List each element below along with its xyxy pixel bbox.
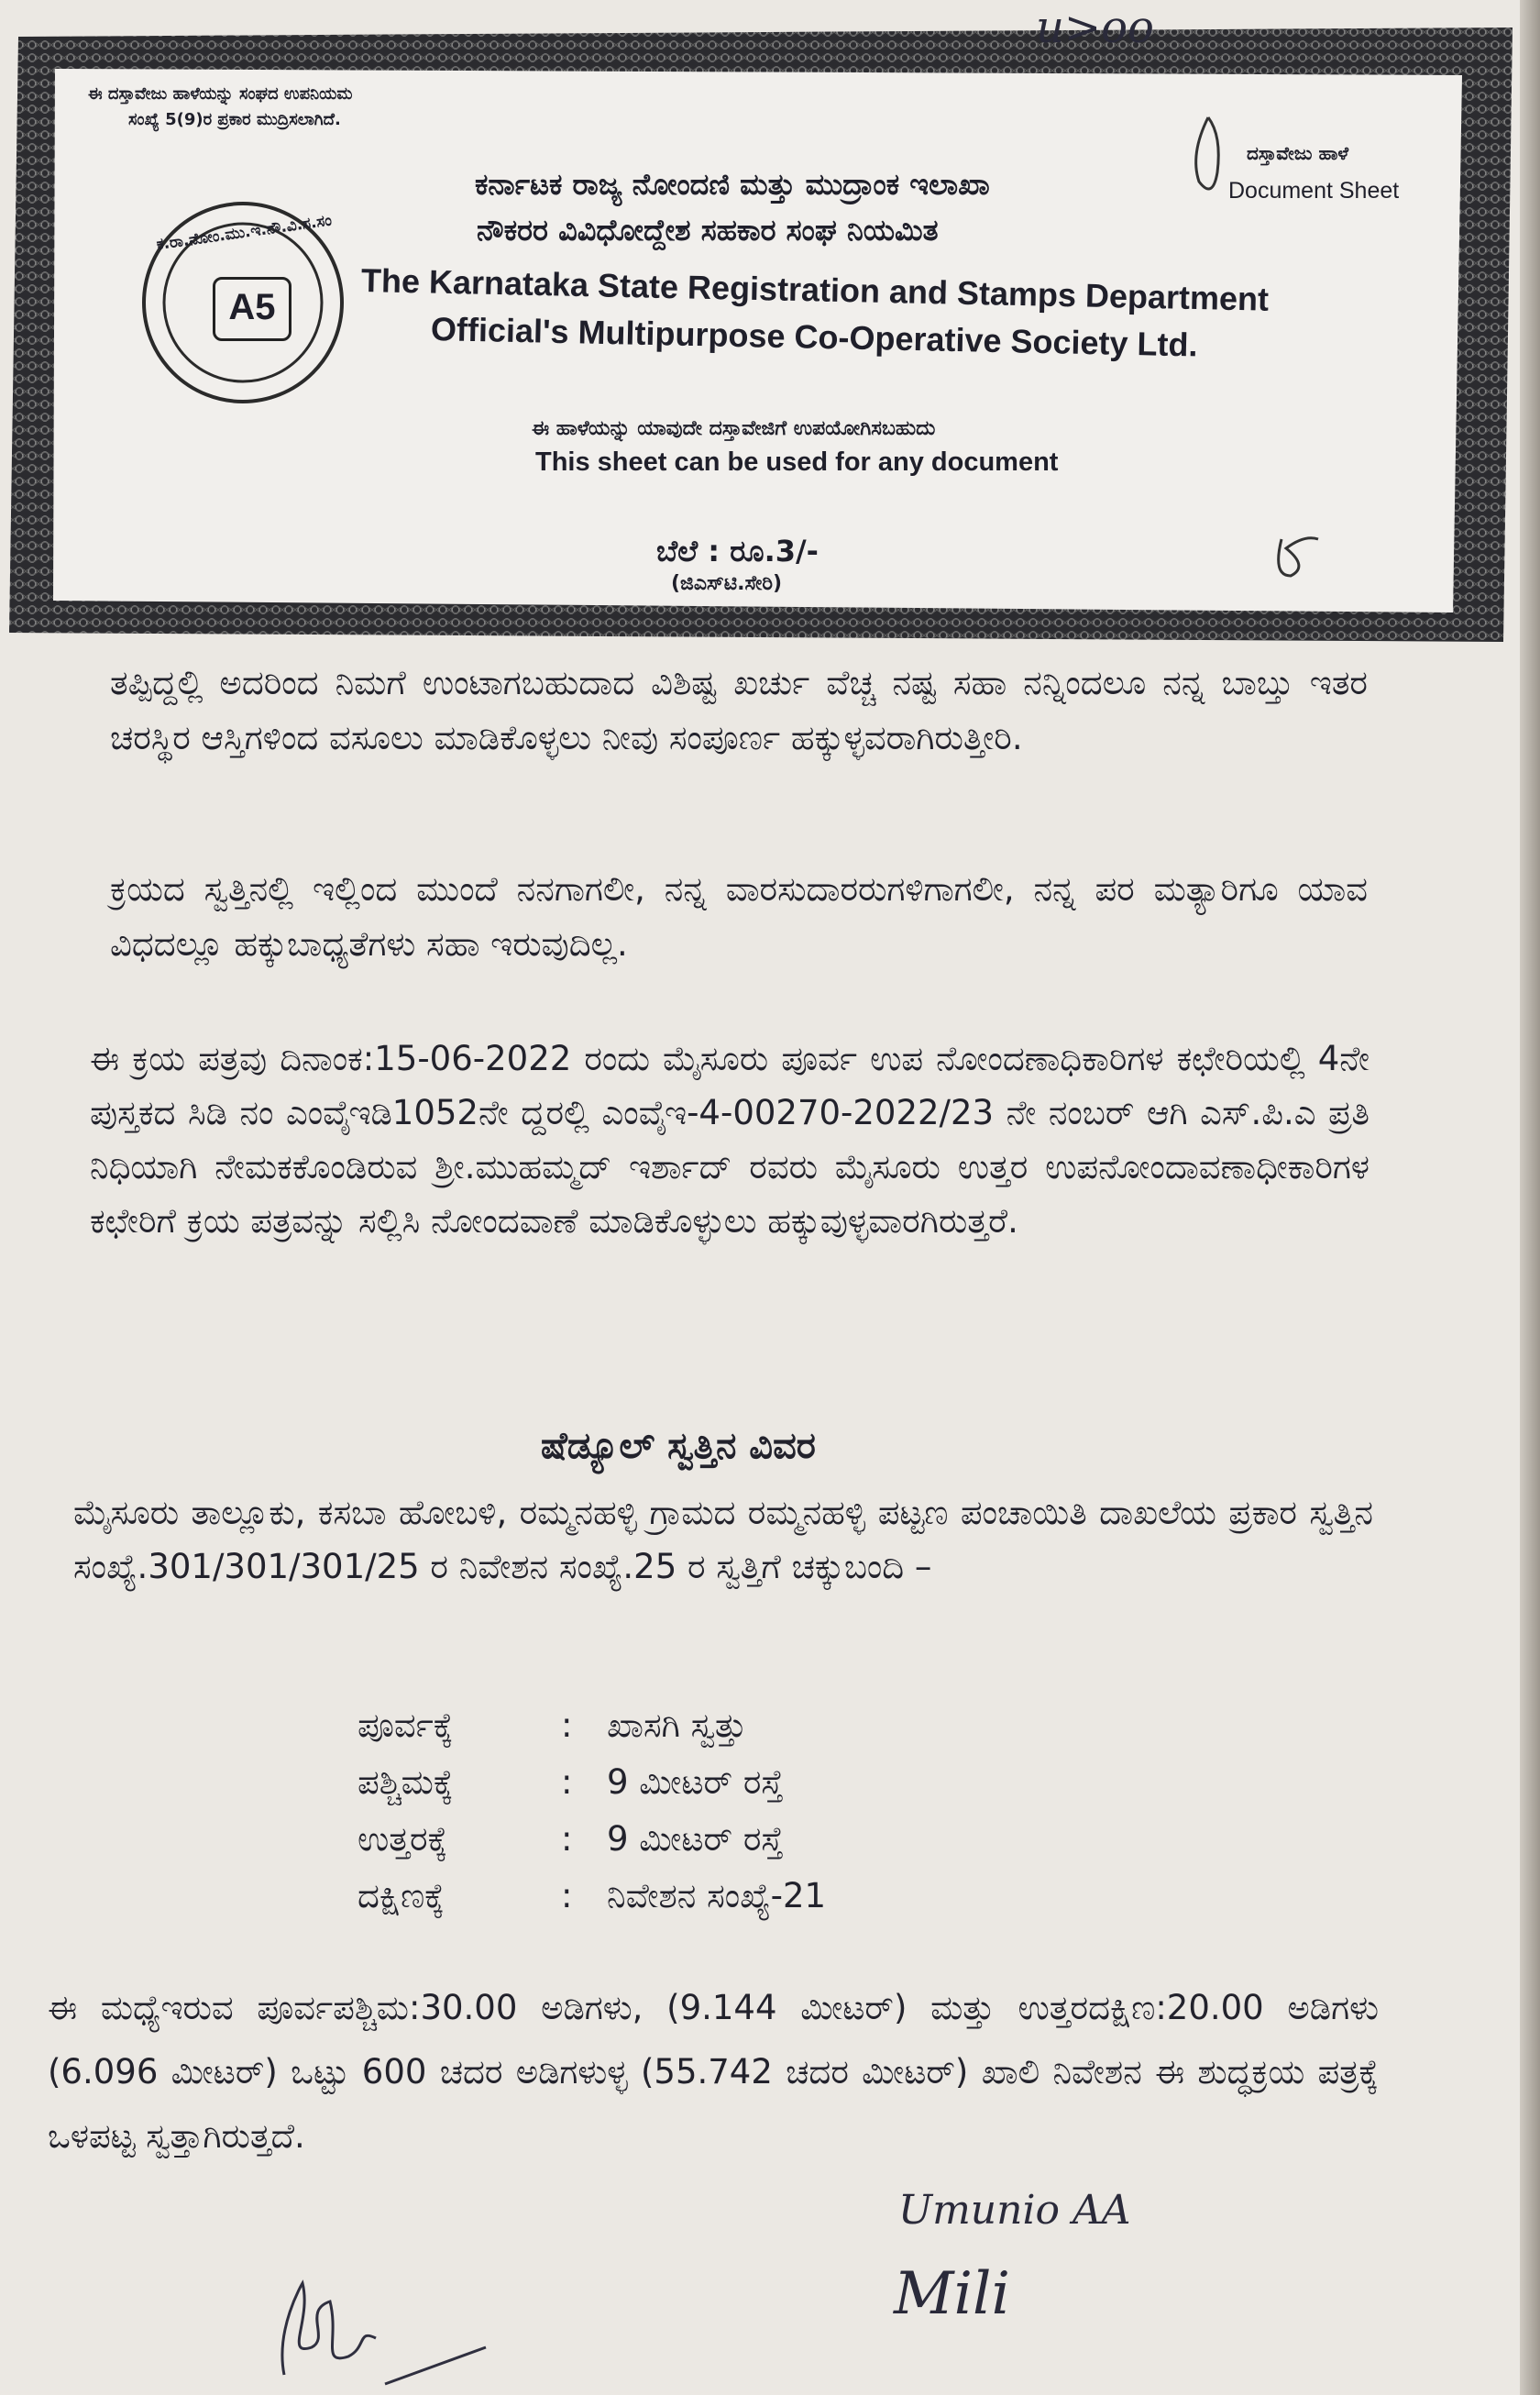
- department-name-english: The Karnataka State Registration and Stamps Department: [360, 261, 1270, 318]
- boundary-separator: :: [561, 1762, 573, 1802]
- bylaw-note-line2: ಸಂಖ್ಯೆ 5(9)ರ ಪ್ರಕಾರ ಮುದ್ರಿಸಲಾಗಿದೆ.: [128, 110, 341, 129]
- society-name-english: Official's Multipurpose Co-Operative Society Ltd.: [430, 310, 1198, 364]
- paragraph-dimensions: ಈ ಮಧ್ಯೆಇರುವ ಪೂರ್ವಪಶ್ಚಿಮ:30.00 ಅಡಿಗಳು, (9.144 ಮೀಟರ್) ಮತ್ತು ಉತ್ತರದಕ್ಷಿಣ:20.00 ಅಡಿಗಳು (6.096 ಮೀಟರ್) ಒಟ್ಟು 600 ಚದರ ಅಡಿಗಳುಳ್ಳ (55.742 ಚದರ ಮೀಟರ್) ಖಾಲಿ ನಿವೇಶನ ಈ ಶುದ್ಧಕ್ರಯ ಪತ್ರಕ್ಕೆ ಒಳಪಟ್ಟ ಸ್ವತ್ತಾಗಿರುತ್ತದೆ.: [48, 1988, 1379, 2156]
- usage-note-kannada: ಈ ಹಾಳೆಯನ್ನು ಯಾವುದೇ ದಸ್ತಾವೇಜಿಗೆ ಉಪಯೋಗಿಸಬಹುದು: [532, 417, 936, 440]
- boundary-separator: :: [561, 1819, 573, 1859]
- paragraph-no-rights: ಕ್ರಯದ ಸ್ವತ್ತಿನಲ್ಲಿ ಇಲ್ಲಿಂದ ಮುಂದೆ ನನಗಾಗಲೀ, ನನ್ನ ವಾರಸುದಾರರುಗಳಿಗಾಗಲೀ, ನನ್ನ ಪರ ಮತ್ಯಾರಿಗೂ ಯಾವ ವಿಧದಲ್ಲೂ ಹಕ್ಕುಬಾಧ್ಯತೆಗಳು ಸಹಾ ಇರುವುದಿಲ್ಲ.: [110, 869, 1368, 964]
- boundary-value: ನಿವೇಶನ ಸಂಖ್ಯೆ-21: [607, 1876, 827, 1915]
- schedule-heading: ಷೆಡ್ಯೂಲ್ ಸ್ವತ್ತಿನ ವಿವರ: [541, 1425, 816, 1467]
- boundary-separator: :: [561, 1876, 573, 1915]
- paragraph-registration: ಈ ಕ್ರಯ ಪತ್ರವು ದಿನಾಂಕ:15-06-2022 ರಂದು ಮೈಸೂರು ಪೂರ್ವ ಉಪ ನೋಂದಣಾಧಿಕಾರಿಗಳ ಕಛೇರಿಯಲ್ಲಿ 4ನೇ ಪುಸ್ತಕದ ಸಿಡಿ ನಂ ಎಂವೈಇಡಿ1052ನೇ ದ್ದರಲ್ಲಿ ಎಂವೈಇ-4-00270-2022/23 ನೇ ನಂಬರ್ ಆಗಿ ಎಸ್.ಪಿ.ಎ ಪ್ರತಿ ನಿಧಿಯಾಗಿ ನೇಮಕಕೊಂಡಿರುವ ಶ್ರೀ.ಮುಹಮ್ಮದ್ ಇರ್ಶಾದ್ ರವರು ಮೈಸೂರು ಉತ್ತರ ಉಪನೋಂದಾವಣಾಧೀಕಾರಿಗಳ ಕಛೇರಿಗೆ ಕ್ರಯ ಪತ್ರವನ್ನು ಸಲ್ಲಿಸಿ ನೋಂದವಾಣೆ ಮಾಡಿಕೊಳ್ಳುಲು ಹಕ್ಕುವುಳ್ಳವಾರಗಿರುತ್ತರೆ.: [90, 1039, 1370, 1241]
- paragraph-property-location: ಮೈಸೂರು ತಾಲ್ಲೂಕು, ಕಸಬಾ ಹೋಬಳಿ, ರಮ್ಮನಹಳ್ಳಿ ಗ್ರಾಮದ ರಮ್ಮನಹಳ್ಳಿ ಪಟ್ಟಣ ಪಂಚಾಯಿತಿ ದಾಖಲೆಯ ಪ್ರಕಾರ ಸ್ವತ್ತಿನ ಸಂಖ್ಯೆ.301/301/301/25 ರ ನಿವೇಶನ ಸಂಖ್ಯೆ.25 ರ ಸ್ವತ್ತಿಗೆ ಚಕ್ಕುಬಂದಿ –: [73, 1493, 1373, 1586]
- stamp-header: [0, 0, 1540, 642]
- boundary-value: 9 ಮೀಟರ್ ರಸ್ತೆ: [607, 1819, 784, 1859]
- department-name-kannada: ಕರ್ನಾಟಕ ರಾಜ್ಯ ನೋಂದಣಿ ಮತ್ತು ಮುದ್ರಾಂಕ ಇಲಾಖಾ: [475, 167, 990, 202]
- boundary-direction: ದಕ್ಷಿಣಕ್ಕೆ: [358, 1876, 445, 1915]
- boundary-direction: ಪೂರ್ವಕ್ಕೆ: [358, 1705, 454, 1745]
- boundary-value: ಖಾಸಗಿ ಸ್ವತ್ತು: [607, 1705, 747, 1745]
- document-sheet-kannada: ದಸ್ತಾವೇಜು ಹಾಳೆ: [1247, 142, 1349, 164]
- seal-letter: A5: [213, 277, 292, 341]
- price-label: ಬೆಲೆ : ರೂ.3/-: [656, 534, 819, 568]
- boundary-direction: ಪಶ್ಚಿಮಕ್ಕೆ: [358, 1762, 454, 1802]
- handwritten-top-mark: u>oo: [1036, 2, 1154, 53]
- boundary-value: 9 ಮೀಟರ್ ರಸ್ತೆ: [607, 1762, 784, 1802]
- paragraph-liability: ತಪ್ಪಿದ್ದಲ್ಲಿ ಅದರಿಂದ ನಿಮಗೆ ಉಂಟಾಗಬಹುದಾದ ವಿಶಿಷ್ಟ ಖರ್ಚು ವೆಚ್ಚ ನಷ್ಟ ಸಹಾ ನನ್ನಿಂದಲೂ ನನ್ನ ಬಾಬ್ತು ಇತರ ಚರಸ್ಥಿರ ಆಸ್ತಿಗಳಿಂದ ವಸೂಲು ಮಾಡಿಕೊಳ್ಳಲು ನೀವು ಸಂಪೂರ್ಣ ಹಕ್ಕುಳ್ಳವರಾಗಿರುತ್ತೀರಿ.: [110, 663, 1368, 757]
- gst-note: (ಜಿಎಸ್‌ಟಿ.ಸೇರಿ): [671, 572, 783, 595]
- signature-right-upper: Umunio AA: [898, 2187, 1131, 2234]
- boundary-direction: ಉತ್ತರಕ್ಕೆ: [358, 1819, 448, 1859]
- society-name-kannada: ನೌಕರರ ವಿವಿಧೋದ್ದೇಶ ಸಹಕಾರ ಸಂಘ ನಿಯಮಿತ: [477, 213, 939, 248]
- signature-left: [248, 2246, 522, 2395]
- boundary-separator: :: [561, 1705, 573, 1745]
- signature-right-lower: Mili: [894, 2260, 1010, 2328]
- bylaw-note-line1: ಈ ದಸ್ತಾವೇಜು ಹಾಳೆಯನ್ನು ಸಂಘದ ಉಪನಿಯಮ: [88, 84, 353, 104]
- document-sheet-english: Document Sheet: [1228, 178, 1400, 204]
- usage-note-english: This sheet can be used for any document: [535, 447, 1059, 477]
- seal-text: ಕ.ರಾ.ನೋಂ.ಮು.ಇ.ನೌ.ವಿ.ಸ.ಸಂ: [155, 211, 334, 255]
